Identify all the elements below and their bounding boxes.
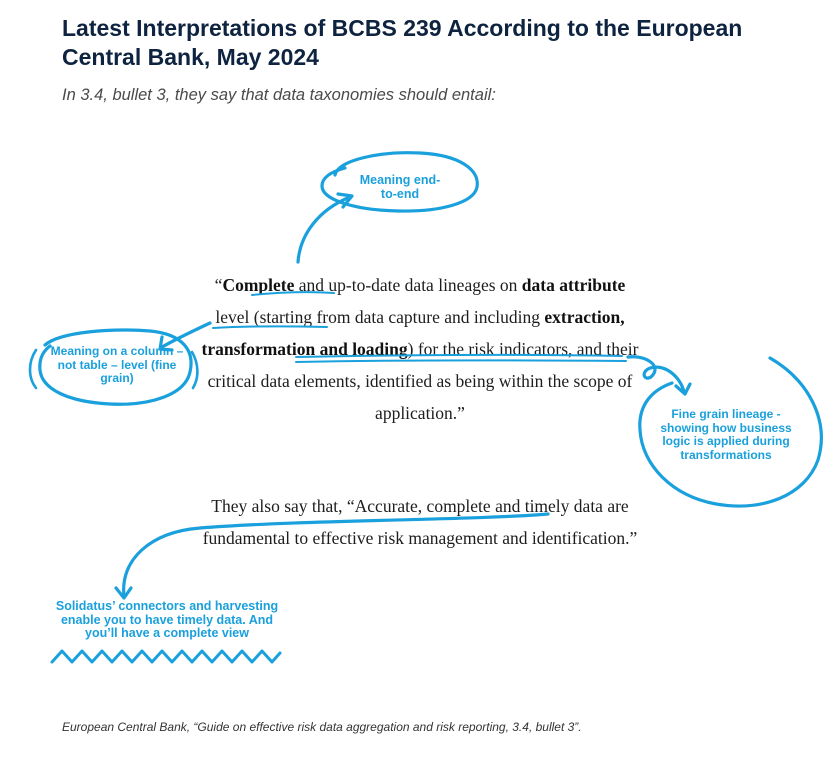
source-citation: European Central Bank, “Guide on effective risk data aggregation and risk reporting, 3.4, bullet 3”. — [62, 720, 582, 734]
column-level-bracket-right — [192, 352, 197, 388]
note-column-level: Meaning on a column – not table – level (fine grain) — [50, 344, 184, 385]
note-fine-grain-lineage: Fine grain lineage - showing how business logic is applied during transformations — [660, 407, 792, 462]
connectors-arrow — [124, 514, 548, 596]
zigzag-decoration — [52, 651, 280, 662]
highlight-etl: extraction, transformation and loading — [201, 307, 625, 359]
underline-etl-2 — [296, 360, 626, 362]
page-title: Latest Interpretations of BCBS 239 According to the European Central Bank, May 2024 — [62, 15, 743, 70]
quote-text-2: level (starting from data capture and including — [215, 307, 545, 327]
ecb-quote-2: They also say that, “Accurate, complete and timely data are fundamental to effective risk management and identification.” — [202, 496, 638, 548]
underline-data-attribute — [213, 326, 327, 328]
quote-text-3: ) for the risk indicators, and their critical data elements, identified as being within the scope of application.” — [207, 339, 639, 423]
subtitle: In 3.4, bullet 3, they say that data taxonomies should entail: — [62, 86, 496, 104]
note-end-to-end: Meaning end-to-end — [359, 173, 441, 201]
highlight-data-attribute: data attribute — [521, 275, 626, 295]
quote-text-1: and up-to-date data lineages on — [294, 275, 522, 295]
note-connectors: Solidatus’ connectors and harvesting enable you to have timely data. And you’ll have a complete view — [55, 599, 279, 640]
underline-complete — [252, 292, 334, 295]
column-level-bracket-left — [30, 350, 36, 388]
underline-etl-1 — [296, 355, 622, 357]
highlight-complete: Complete — [222, 275, 295, 295]
open-quote-mark: “ — [214, 275, 223, 295]
